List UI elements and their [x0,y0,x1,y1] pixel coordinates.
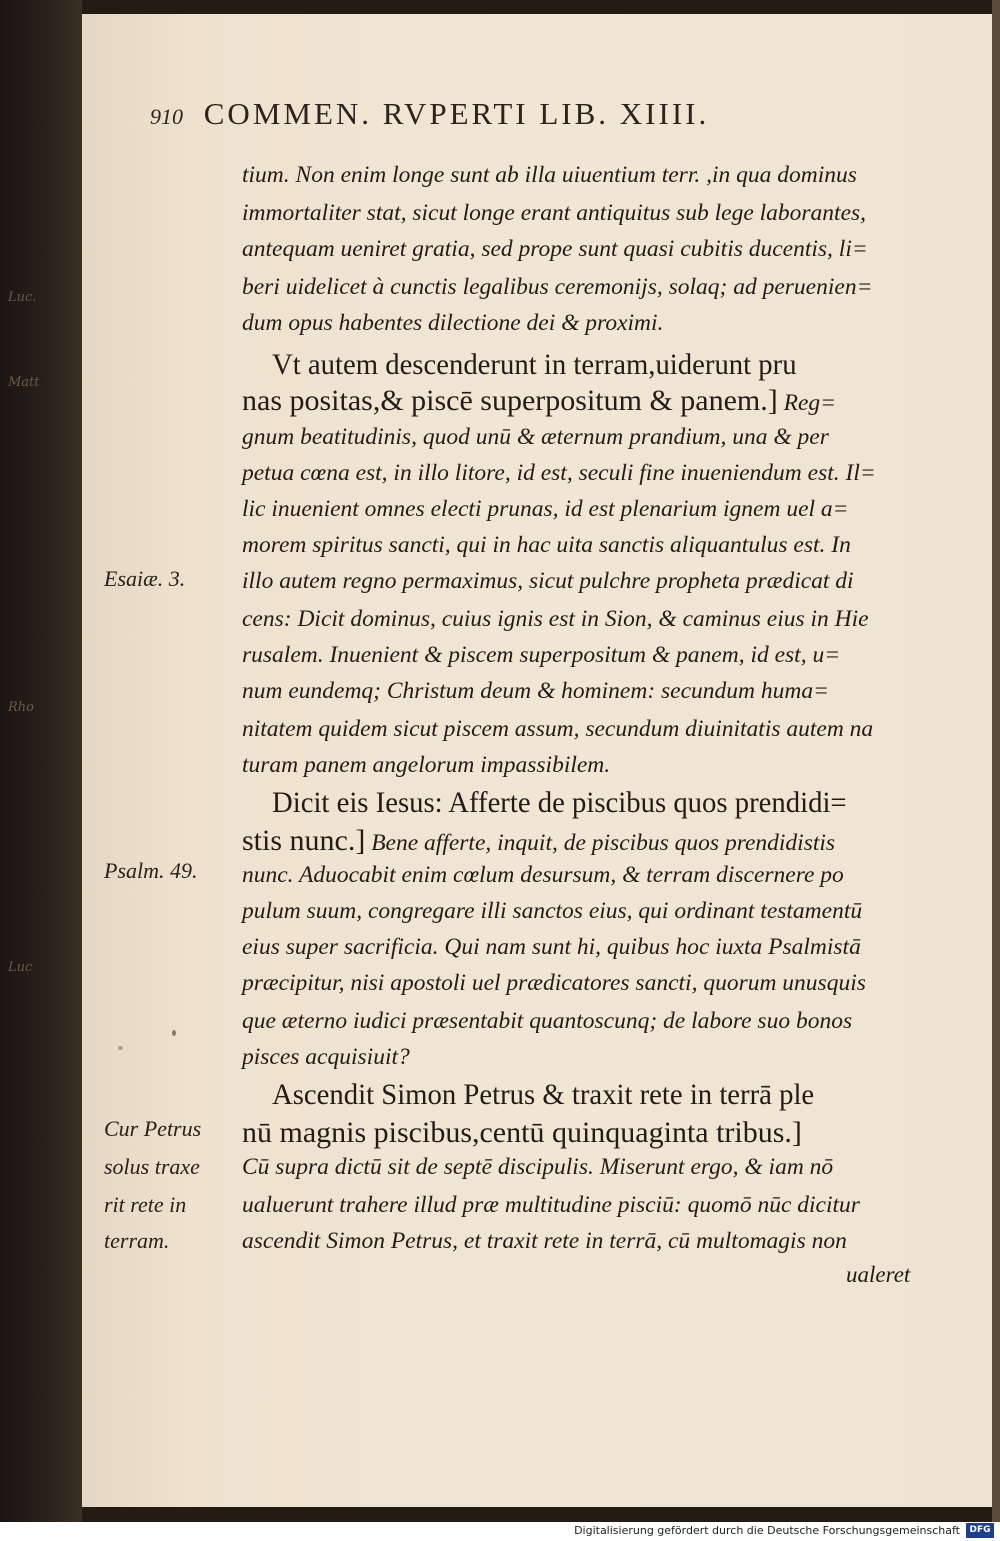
line-text: Cū supra dictū sit de septē discipulis. Miserunt ergo, & iam nō [242,1154,834,1180]
footer-bar [0,1522,1000,1541]
line-text: nū magnis piscibus,centū quinquaginta tribus.] [242,1116,802,1149]
text-line [242,496,932,523]
line-text: nas positas,& piscē superpositum & panem.] [242,384,778,417]
line-text: dum opus habentes dilectione dei & proximi. [242,310,664,336]
text-line [272,786,932,820]
line-text: cens: Dicit dominus, cuius ignis est in Sion, & caminus eius in Hie [242,606,869,632]
line-text: immortaliter stat, sicut longe erant antiquitus sub lege laborantes, [242,200,867,226]
book-edge [992,0,1000,1522]
line-text: Vt autem descenderunt in terram,uiderunt pru [272,348,797,381]
line-text: que æterno iudici præsentabit quantoscunq; de labore suo bonos [242,1008,853,1034]
text-line [242,200,932,227]
facing-page-edge: Luc. Matt Rho Luc [0,0,82,1522]
text-line [242,752,932,779]
text-line [242,1044,932,1071]
text-line [242,1192,932,1219]
line-text: illo autem regno permaximus, sicut pulchre propheta prædicat di [242,568,854,594]
line-text: nitatem quidem sicut piscem assum, secundum diuinitatis autem na [242,716,874,742]
margin-note: solus traxe [104,1154,200,1179]
text-line [242,236,932,263]
line-text: lic inuenient omnes electi prunas, id est plenarium ignem uel a= [242,496,849,522]
line-text: morem spiritus sancti, qui in hac uita sanctis aliquantulus est. In [242,532,851,558]
text-line [242,1154,932,1181]
text-line [242,970,932,997]
line-tail-text: Bene afferte, inquit, de piscibus quos prendidistis [365,830,836,856]
line-text: pulum suum, congregare illi sanctos eius, qui ordinant testamentū [242,898,863,924]
text-line [242,642,932,669]
text-line [242,162,932,189]
margin-note: rit rete in [104,1192,187,1217]
line-text: tium. Non enim longe sunt ab illa uiuentium terr. ,in qua dominus [242,162,857,188]
margin-note: Psalm. 49. [104,858,198,883]
text-line [242,824,932,858]
line-text: præcipitur, nisi apostoli uel prædicatores sancti, quorum unusquis [242,970,866,996]
line-text: num eundemq; Christum deum & hominem: secundum huma= [242,678,829,704]
text-line [242,862,932,889]
text-line [242,1228,932,1255]
line-tail-text: Reg= [777,390,837,416]
text-line [242,568,932,595]
line-text: pisces acquisiuit? [242,1044,410,1070]
line-text: rusalem. Inuenient & piscem superpositum & panem, id est, u= [242,642,841,668]
text-line [242,934,932,961]
text-line [242,532,932,559]
margin-note: Cur Petrus [104,1116,202,1141]
margin-note: Esaiæ. 3. [104,566,186,591]
line-text: Dicit eis Iesus: Afferte de piscibus quos prendidi= [272,786,847,819]
line-text: eius super sacrificia. Qui nam sunt hi, quibus hoc iuxta Psalmistā [242,934,861,960]
text-line [242,1116,932,1150]
digitization-credit: Digitalisierung gefördert durch die Deutsche Forschungsgemeinschaft [574,1524,960,1537]
dfg-logo-icon: DFG [966,1523,994,1538]
text-line [242,716,932,743]
line-text: nunc. Aduocabit enim cœlum desursum, & terram discernere po [242,862,844,888]
ink-spot [118,1046,123,1050]
catchword: ualeret [846,1262,911,1287]
text-line [242,606,932,633]
text-line [242,384,932,418]
text-line [242,1008,932,1035]
line-text: ascendit Simon Petrus, et traxit rete in terrā, cū multomagis non [242,1228,847,1254]
line-text: antequam ueniret gratia, sed prope sunt quasi cubitis ducentis, li= [242,236,868,262]
text-line [242,274,932,301]
line-text: turam panem angelorum impassibilem. [242,752,611,778]
text-line [272,1078,932,1112]
text-line [242,898,932,925]
running-header [150,96,940,140]
text-line [272,348,932,382]
line-text: stis nunc.] [242,824,366,857]
line-text: ualuerunt trahere illud præ multitudine pisciū: quomō nūc dicitur [242,1192,860,1218]
margin-note: terram. [104,1228,170,1253]
folio-number: 910 [150,104,183,129]
text-line [242,310,932,337]
line-text: beri uidelicet à cunctis legalibus ceremonijs, solaq; ad peruenien= [242,274,873,300]
line-text: petua cœna est, in illo litore, id est, seculi fine inueniendum est. Il= [242,460,876,486]
text-line [242,678,932,705]
line-text: gnum beatitudinis, quod unū & æternum prandium, una & per [242,424,829,450]
text-line [242,460,932,487]
text-line [242,424,932,451]
line-text: Ascendit Simon Petrus & traxit rete in terrā ple [272,1078,815,1111]
ink-spot [172,1030,176,1036]
running-title: COMMEN. RVPERTI LIB. XIIII. [203,96,710,131]
